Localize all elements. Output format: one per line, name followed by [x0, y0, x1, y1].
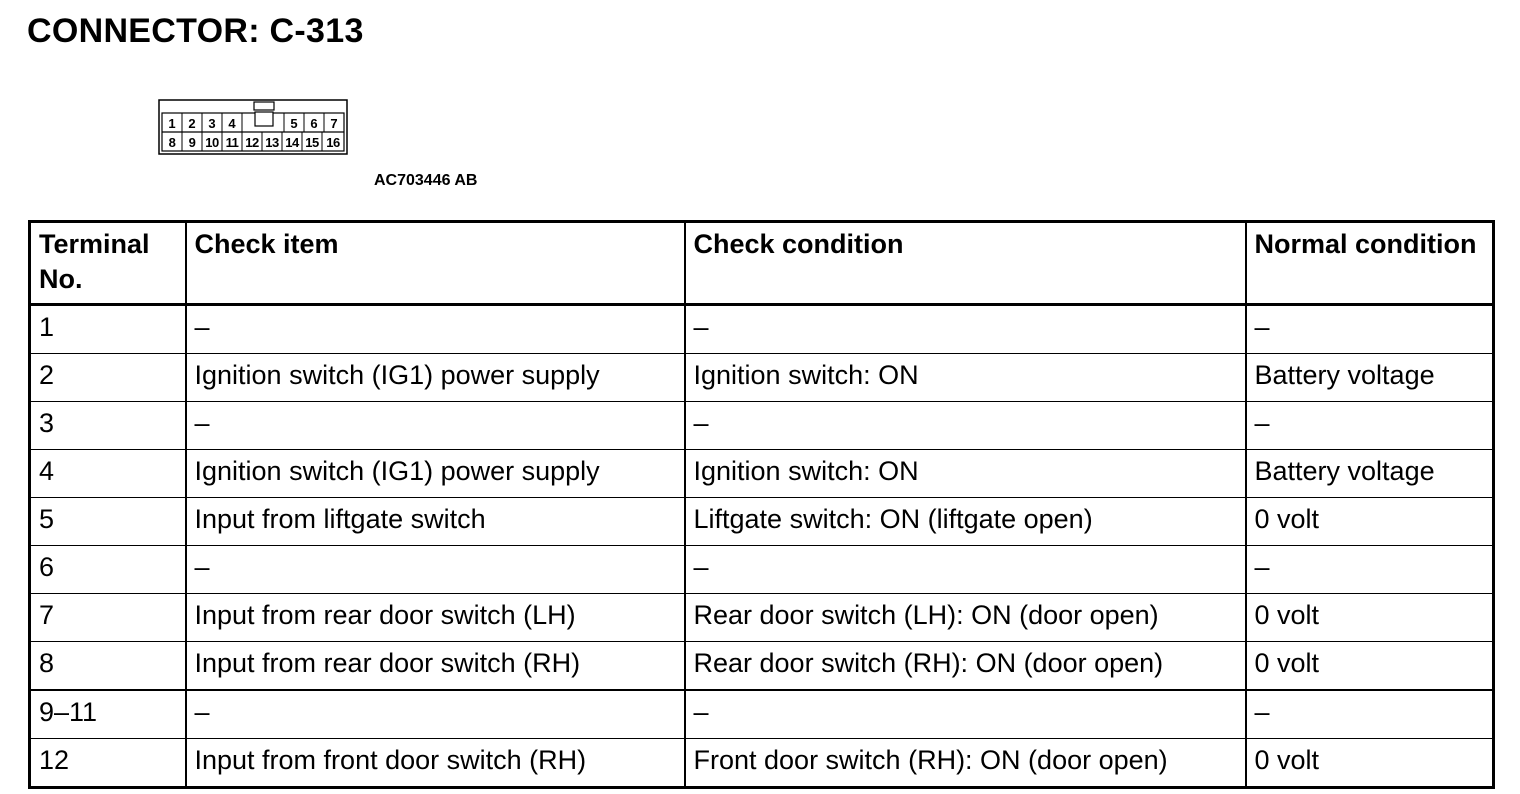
- cell-check-condition: –: [685, 402, 1246, 450]
- pin-label: 7: [330, 116, 338, 131]
- pin-label: 8: [168, 135, 176, 150]
- page-title: CONNECTOR: C-313: [27, 12, 364, 50]
- table-header-row: [30, 222, 1494, 305]
- header-terminal-no: Terminal No.: [30, 222, 186, 305]
- table-row: [30, 690, 1494, 739]
- cell-terminal: 4: [30, 450, 186, 498]
- cell-normal-condition: Battery voltage: [1246, 354, 1494, 402]
- cell-check-condition: –: [685, 305, 1246, 354]
- pin-label: 6: [310, 116, 318, 131]
- cell-terminal: 9–11: [30, 690, 186, 739]
- cell-check-condition: Liftgate switch: ON (liftgate open): [685, 498, 1246, 546]
- cell-check-item: Ignition switch (IG1) power supply: [186, 450, 685, 498]
- cell-check-item: –: [186, 546, 685, 594]
- cell-normal-condition: Battery voltage: [1246, 450, 1494, 498]
- header-check-item: Check item: [186, 222, 685, 305]
- cell-terminal: 3: [30, 402, 186, 450]
- header-check-condition: Check condition: [685, 222, 1246, 305]
- pin-label: 5: [290, 116, 298, 131]
- pin-label: 13: [265, 135, 279, 150]
- cell-check-condition: –: [685, 546, 1246, 594]
- cell-check-item: Input from rear door switch (RH): [186, 642, 685, 691]
- cell-terminal: 2: [30, 354, 186, 402]
- pin-label: 11: [225, 135, 239, 150]
- pin-label: 1: [168, 116, 176, 131]
- cell-check-item: Input from rear door switch (LH): [186, 594, 685, 642]
- pin-label: 16: [326, 135, 340, 150]
- table-row: [30, 354, 1494, 402]
- cell-terminal: 5: [30, 498, 186, 546]
- pin-label: 14: [285, 135, 299, 150]
- table-row: [30, 498, 1494, 546]
- pin-label: 12: [245, 135, 259, 150]
- cell-normal-condition: 0 volt: [1246, 739, 1494, 788]
- cell-check-item: Input from front door switch (RH): [186, 739, 685, 788]
- table-row: [30, 739, 1494, 788]
- cell-check-condition: Ignition switch: ON: [685, 354, 1246, 402]
- header-normal-condition: Normal condition: [1246, 222, 1494, 305]
- cell-check-condition: –: [685, 690, 1246, 739]
- cell-normal-condition: –: [1246, 546, 1494, 594]
- cell-check-item: –: [186, 402, 685, 450]
- cell-check-item: –: [186, 690, 685, 739]
- cell-normal-condition: 0 volt: [1246, 498, 1494, 546]
- cell-terminal: 7: [30, 594, 186, 642]
- pin-label: 2: [188, 116, 196, 131]
- cell-normal-condition: –: [1246, 305, 1494, 354]
- cell-check-condition: Ignition switch: ON: [685, 450, 1246, 498]
- cell-check-condition: Rear door switch (RH): ON (door open): [685, 642, 1246, 691]
- cell-check-condition: Rear door switch (LH): ON (door open): [685, 594, 1246, 642]
- cell-terminal: 6: [30, 546, 186, 594]
- table-row: [30, 402, 1494, 450]
- cell-check-item: Ignition switch (IG1) power supply: [186, 354, 685, 402]
- terminal-check-table: [28, 220, 1495, 789]
- cell-terminal: 12: [30, 739, 186, 788]
- cell-terminal: 8: [30, 642, 186, 691]
- table-row: [30, 594, 1494, 642]
- cell-normal-condition: –: [1246, 402, 1494, 450]
- cell-check-item: –: [186, 305, 685, 354]
- table-row: [30, 546, 1494, 594]
- cell-normal-condition: 0 volt: [1246, 594, 1494, 642]
- cell-check-item: Input from liftgate switch: [186, 498, 685, 546]
- pin-label: 4: [228, 116, 236, 131]
- pin-label: 15: [305, 135, 319, 150]
- table-row: [30, 305, 1494, 354]
- pin-label: 10: [205, 135, 219, 150]
- table-row: [30, 450, 1494, 498]
- cell-check-condition: Front door switch (RH): ON (door open): [685, 739, 1246, 788]
- table-row: [30, 642, 1494, 691]
- cell-normal-condition: –: [1246, 690, 1494, 739]
- cell-normal-condition: 0 volt: [1246, 642, 1494, 691]
- pin-label: 9: [188, 135, 196, 150]
- pin-label: 3: [208, 116, 216, 131]
- connector-diagram: [158, 99, 348, 155]
- figure-code: AC703446 AB: [374, 172, 478, 189]
- cell-terminal: 1: [30, 305, 186, 354]
